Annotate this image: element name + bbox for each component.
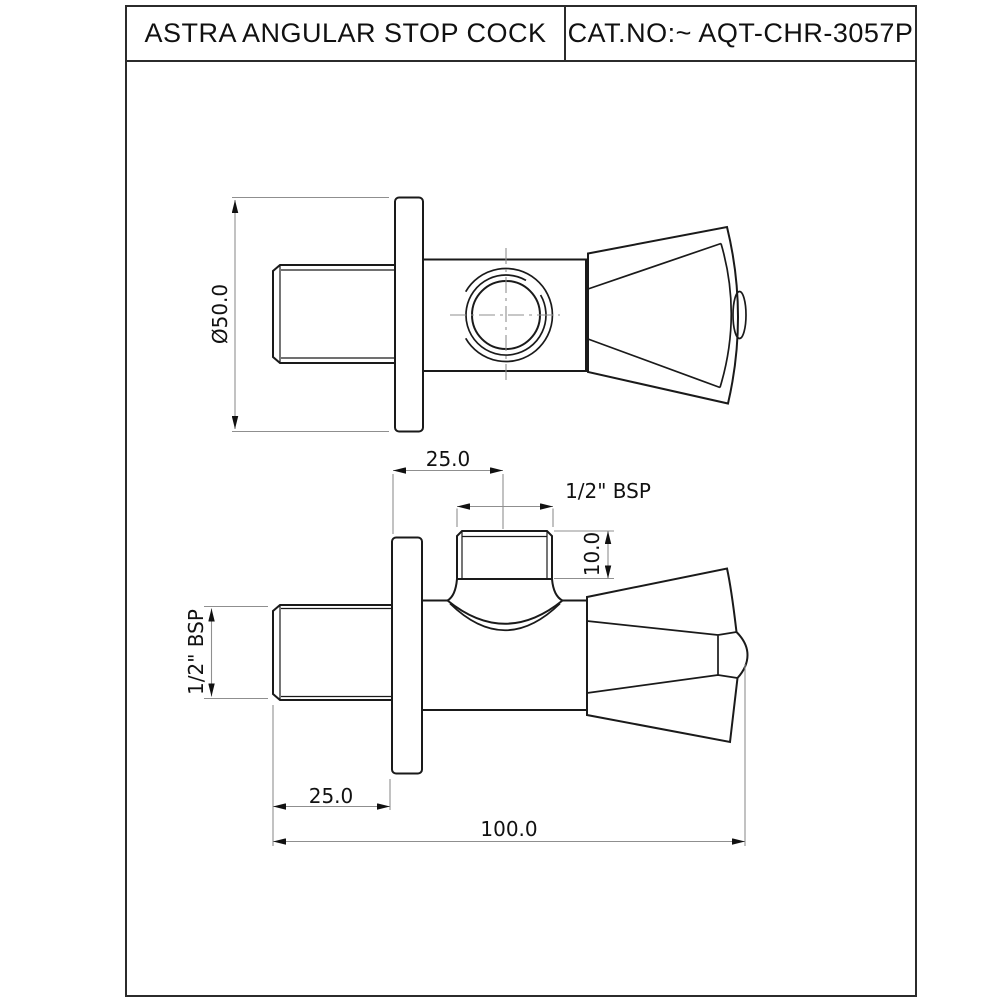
inlet-nipple-front-thread-lines <box>280 606 392 700</box>
inlet-thread-extension-lines <box>204 607 268 699</box>
dimension-label-flange-diameter: Ø50.0 <box>208 283 232 345</box>
dimension-label-inlet-length: 25.0 <box>308 784 354 808</box>
dimension-label-overall-length: 100.0 <box>480 817 538 841</box>
front-view <box>204 471 748 847</box>
outlet-nipple-outline <box>457 531 552 579</box>
dimension-label-inlet-thread: 1/2" BSP <box>184 609 208 695</box>
body-saddle-arc-outer <box>448 601 563 624</box>
wall-flange-front-outline <box>392 538 422 774</box>
dimension-label-outlet-length: 10.0 <box>580 531 604 577</box>
top-view <box>232 198 746 432</box>
handle-top-facet-lines <box>588 244 721 388</box>
inlet-nipple-top-thread-lines <box>280 266 395 363</box>
body-saddle-arc-inner <box>450 604 560 631</box>
outlet-offset-extension-lines <box>393 474 503 534</box>
outlet-nipple-thread-lines <box>462 532 547 579</box>
handle-top-cap-arc <box>720 244 731 388</box>
valve-body-front-outline <box>422 601 588 711</box>
product-title: ASTRA ANGULAR STOP COCK <box>144 18 547 48</box>
handle-top-tip-lens <box>733 292 746 339</box>
handle-top-outline <box>588 227 738 404</box>
flange-diameter-extension-lines <box>232 198 389 432</box>
handle-front-outline <box>587 569 748 743</box>
inlet-nipple-front-outline <box>273 605 392 700</box>
inlet-nipple-top-outline <box>273 265 395 363</box>
wall-flange-top-outline <box>395 198 423 432</box>
dimension-label-outlet-offset: 25.0 <box>425 447 471 471</box>
outlet-thread-extension-lines <box>457 509 553 528</box>
dimension-label-outlet-thread: 1/2" BSP <box>565 479 651 503</box>
catalog-number: CAT.NO:~ AQT-CHR-3057P <box>564 7 915 60</box>
inlet-length-extension-lines <box>273 705 390 846</box>
outlet-base-fillets <box>448 579 563 601</box>
handle-front-facet-lines <box>587 621 738 693</box>
